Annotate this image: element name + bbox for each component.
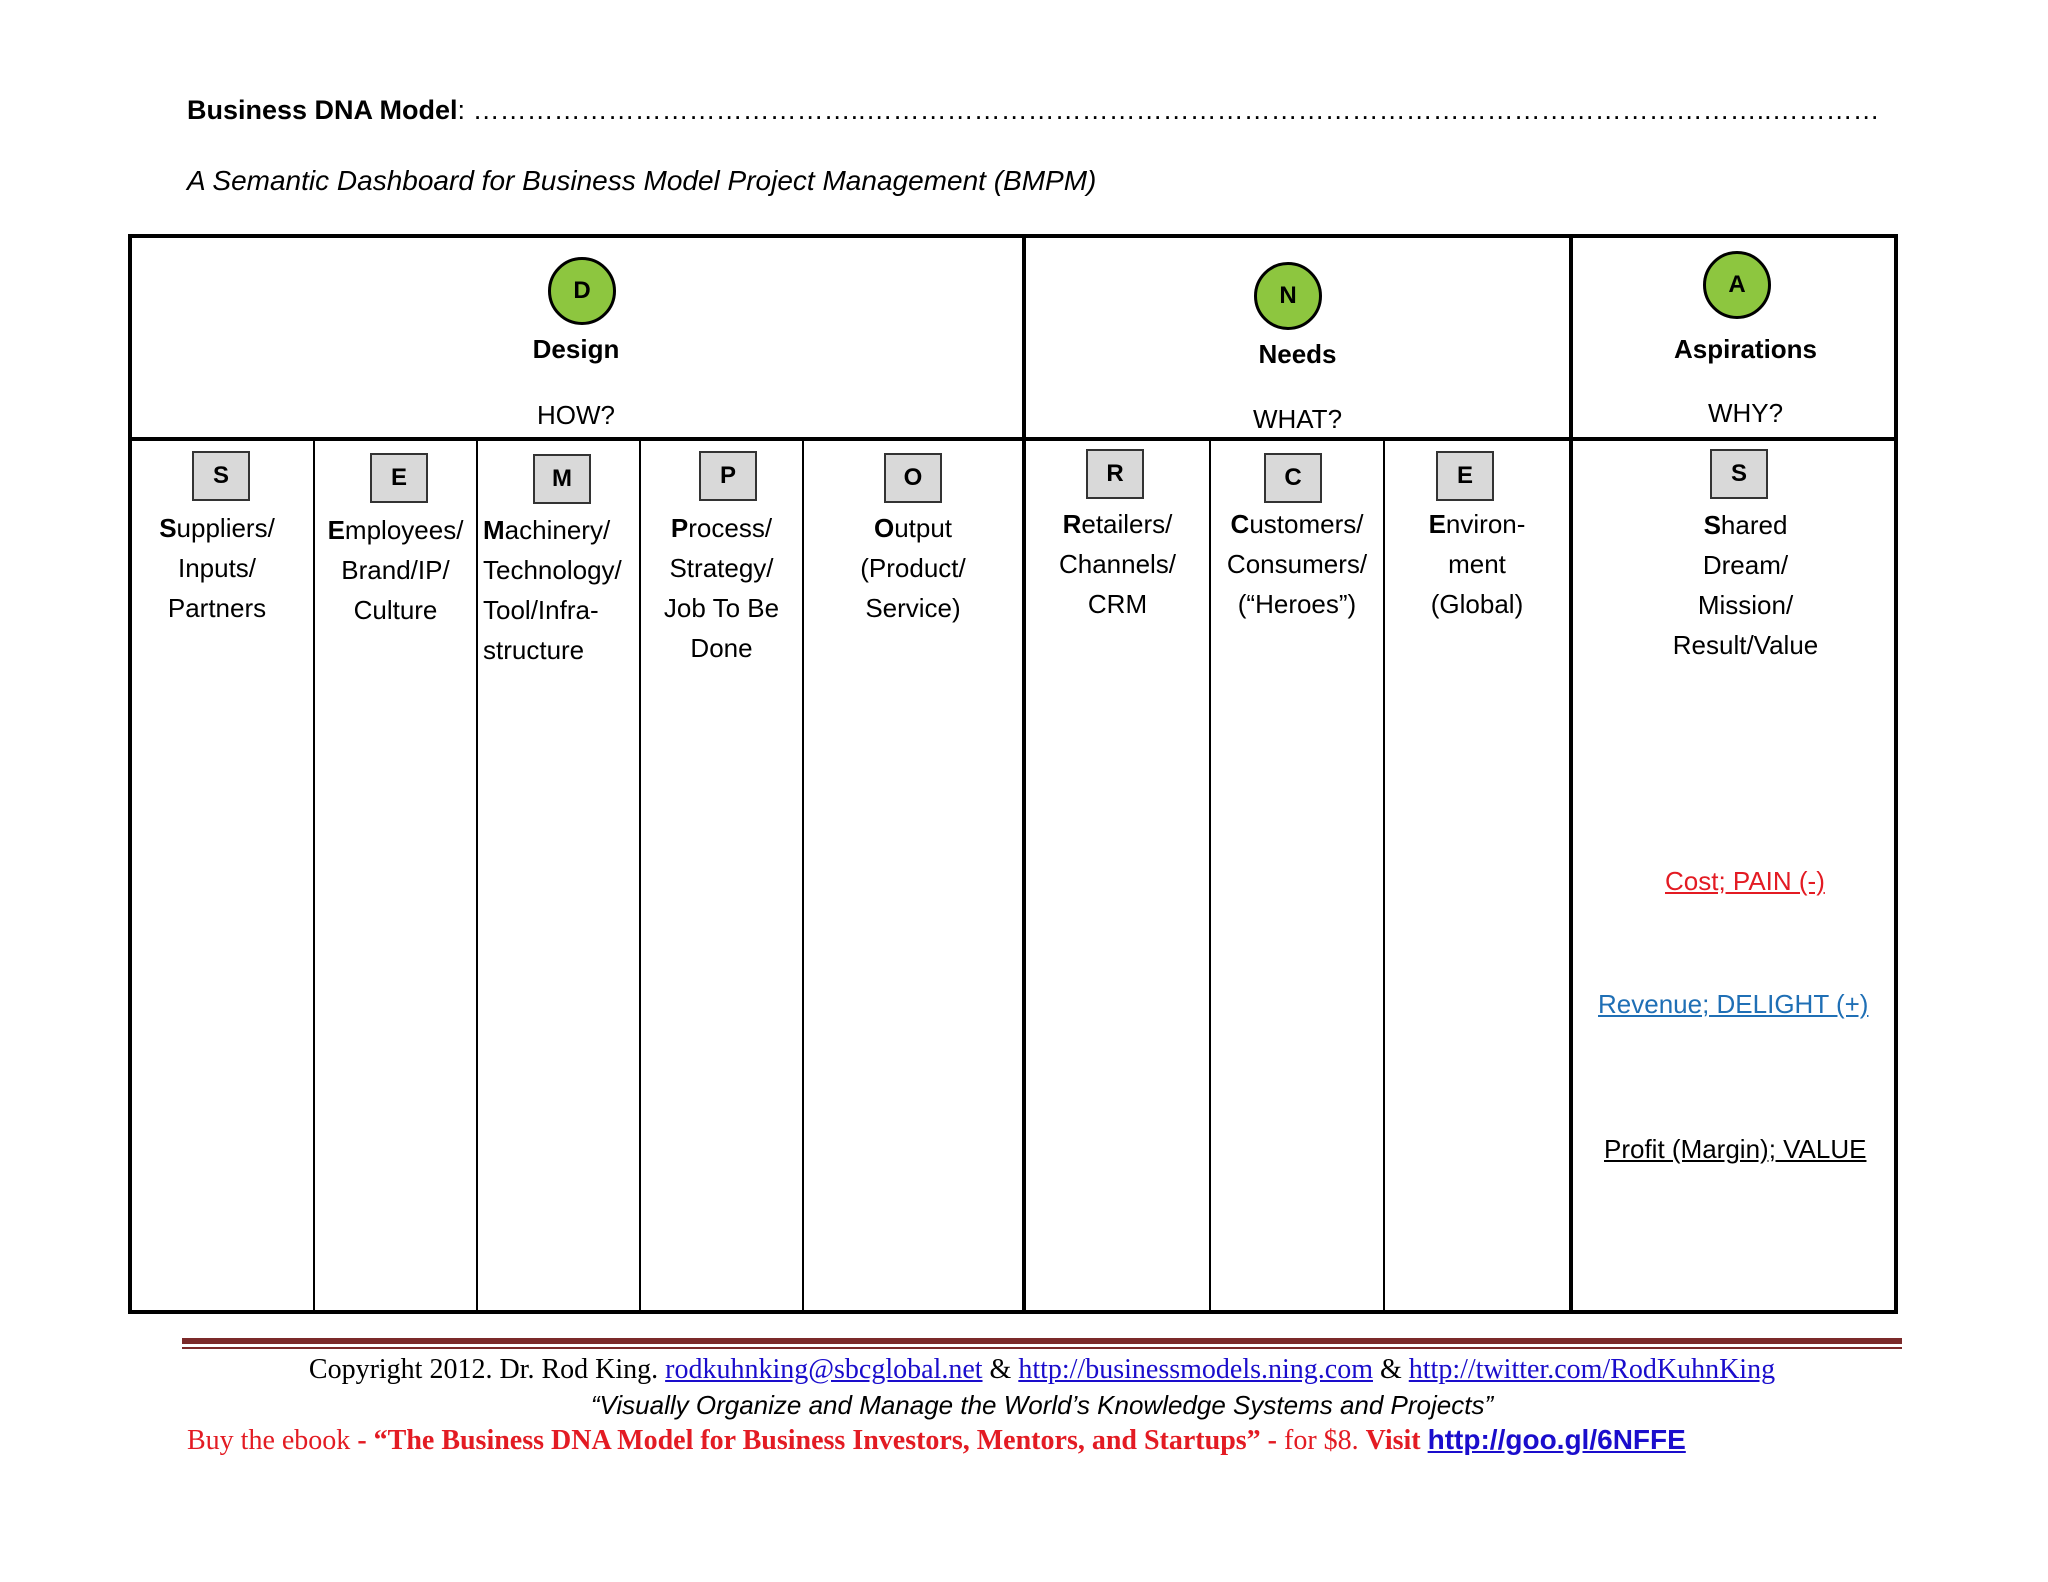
- amp-separator: &: [1372, 1354, 1409, 1385]
- column-label-customers: [1211, 504, 1383, 624]
- ning-link[interactable]: http://businessmodels.ning.com: [1018, 1354, 1373, 1385]
- column-label-suppliers: [132, 508, 302, 628]
- label-initial: S: [1703, 510, 1721, 540]
- label-line: mployees/: [344, 515, 464, 545]
- letter-box-e: E: [370, 453, 428, 503]
- buy-prefix: Buy the ebook: [187, 1425, 358, 1456]
- label-line: Technology/: [483, 555, 622, 585]
- buy-ebook-line: [187, 1424, 1686, 1457]
- title-label: Business DNA Model: [187, 95, 458, 125]
- letter-box-p: P: [699, 451, 757, 501]
- needs-letter-circle: N: [1254, 262, 1322, 330]
- column-label-process: [641, 508, 802, 668]
- label-line: (Product/: [860, 553, 966, 583]
- cost-pain-link[interactable]: Cost; PAIN (-): [1665, 866, 1825, 896]
- column-label-shared: [1573, 505, 1918, 665]
- label-line: Inputs/: [177, 553, 257, 583]
- label-line: Consumers/: [1226, 549, 1368, 579]
- section-header-design: [130, 238, 1022, 437]
- section-question-design: HOW?: [537, 400, 615, 430]
- letter-box-e2: E: [1436, 451, 1494, 501]
- copyright-text: Copyright 2012. Dr. Rod King.: [308, 1354, 666, 1385]
- email-link[interactable]: rodkuhnking@sbcglobal.net: [665, 1354, 983, 1385]
- label-line: Channels/: [1058, 549, 1177, 579]
- label-line: Done: [690, 633, 753, 663]
- label-line: Job To Be: [663, 593, 780, 623]
- title-colon: :: [457, 95, 473, 125]
- column-label-retailers: [1026, 504, 1209, 624]
- letter-box-c: C: [1264, 453, 1322, 503]
- label-line: structure: [483, 635, 585, 665]
- column-shared: [1573, 441, 1894, 1312]
- label-initial: P: [670, 513, 689, 543]
- label-line: uppliers/: [176, 513, 275, 543]
- label-line: (Global): [1430, 589, 1524, 619]
- letter-box-s: S: [192, 451, 250, 501]
- label-line: Mission/: [1697, 590, 1794, 620]
- section-header-aspirations: [1573, 238, 1894, 437]
- section-name-design: Design: [532, 334, 620, 364]
- copyright-line: [182, 1354, 1902, 1386]
- label-initial: R: [1062, 509, 1082, 539]
- section-question-needs: WHAT?: [1252, 404, 1343, 434]
- label-line: Brand/IP/: [341, 555, 450, 585]
- column-label-machinery: [483, 510, 639, 670]
- section-name-needs: Needs: [1258, 339, 1337, 369]
- label-line: utput: [894, 513, 953, 543]
- label-line: Strategy/: [669, 553, 774, 583]
- motto-text: “Visually Organize and Manage the World’s Knowledge Systems and Projects”: [590, 1390, 1494, 1420]
- profit-value-link[interactable]: Profit (Margin); VALUE: [1604, 1134, 1867, 1164]
- label-line: Dream/: [1702, 550, 1789, 580]
- visit-label: Visit: [1365, 1425, 1428, 1456]
- section-header-needs: [1026, 238, 1569, 437]
- ebook-url-link[interactable]: http://goo.gl/6NFFE: [1427, 1424, 1686, 1455]
- twitter-link[interactable]: http://twitter.com/RodKuhnKing: [1408, 1354, 1776, 1385]
- label-initial: E: [1428, 509, 1446, 539]
- label-initial: C: [1230, 509, 1250, 539]
- label-line: achinery/: [504, 515, 611, 545]
- footer-rule: [182, 1338, 1902, 1344]
- label-line: (“Heroes”): [1237, 589, 1357, 619]
- section-question-aspirations: WHY?: [1707, 398, 1784, 428]
- aspirations-letter-circle: A: [1703, 251, 1771, 319]
- letter-box-o: O: [884, 453, 942, 503]
- section-name-aspirations: Aspirations: [1673, 334, 1818, 364]
- amp-separator: &: [982, 1354, 1019, 1385]
- letter-box-s2: S: [1710, 449, 1768, 499]
- label-line: Tool/Infra-: [483, 595, 599, 625]
- letter-box-r: R: [1086, 449, 1144, 499]
- label-line: CRM: [1087, 589, 1148, 619]
- label-initial: O: [873, 513, 895, 543]
- label-initial: S: [159, 513, 177, 543]
- label-initial: E: [327, 515, 345, 545]
- label-line: Service): [865, 593, 961, 623]
- revenue-delight-link[interactable]: Revenue; DELIGHT (+): [1598, 989, 1869, 1019]
- document-subtitle: A Semantic Dashboard for Business Model Project Management (BMPM): [187, 165, 1097, 196]
- label-line: etailers/: [1081, 509, 1173, 539]
- letter-box-m: M: [533, 454, 591, 504]
- label-line: rocess/: [688, 513, 773, 543]
- footer-rule-thin: [182, 1347, 1902, 1349]
- ebook-price: for $8.: [1284, 1425, 1366, 1456]
- column-label-output: [804, 508, 1022, 628]
- title-fill-dots: ……………………………………..………………………………………………………………………………………..…………: [472, 95, 1880, 125]
- column-label-employees: [315, 510, 476, 630]
- label-line: hared: [1720, 510, 1788, 540]
- label-initial: M: [483, 515, 505, 545]
- column-label-environment: [1385, 504, 1569, 624]
- label-line: ment: [1448, 549, 1506, 579]
- column-divider: [476, 441, 478, 1312]
- label-line: Partners: [167, 593, 267, 623]
- label-line: Culture: [353, 595, 438, 625]
- label-line: ustomers/: [1249, 509, 1364, 539]
- document-title: [187, 95, 1880, 126]
- label-line: Result/Value: [1672, 630, 1819, 660]
- design-letter-circle: D: [548, 257, 616, 325]
- label-line: nviron-: [1445, 509, 1526, 539]
- ebook-title: - “The Business DNA Model for Business Investors, Mentors, and Startups” -: [357, 1425, 1284, 1456]
